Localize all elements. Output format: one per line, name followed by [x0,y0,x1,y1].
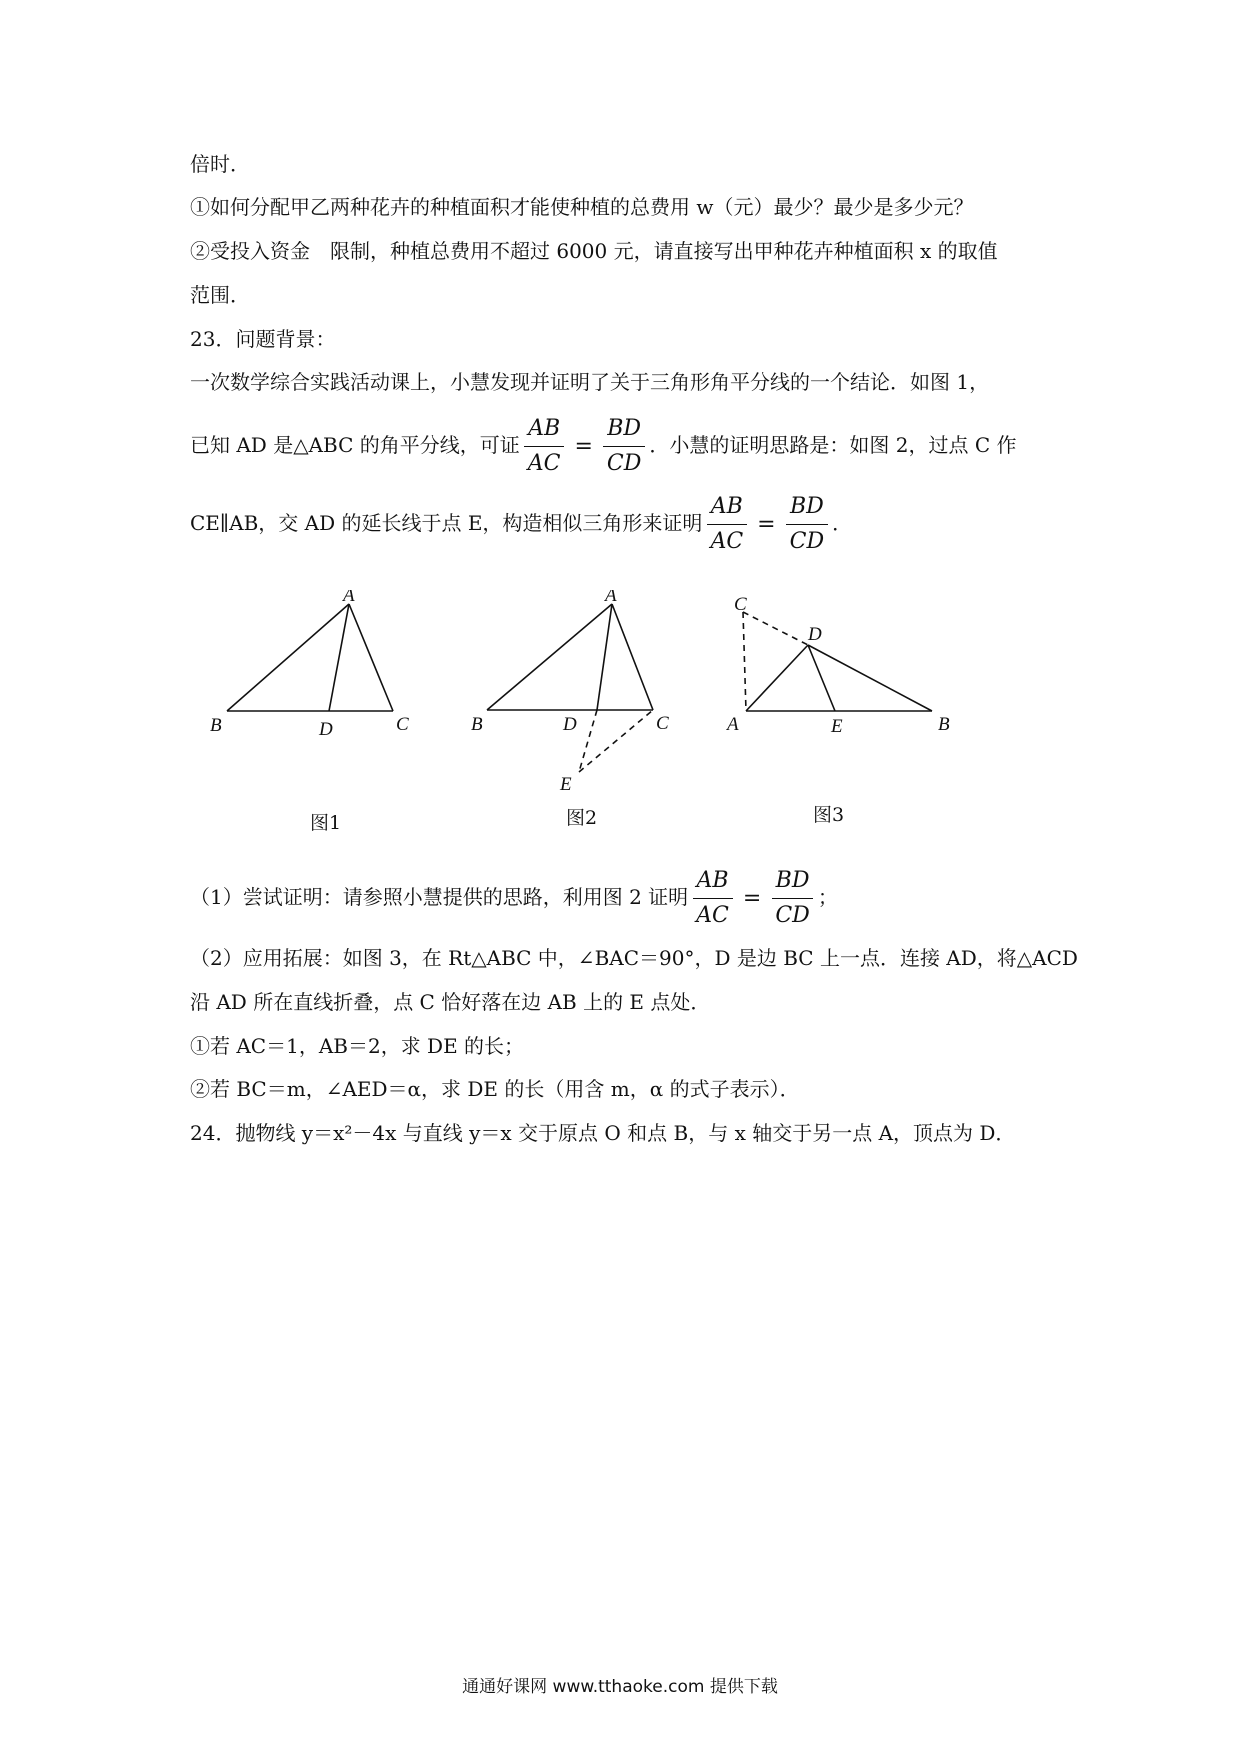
denominator: AC [527,451,561,476]
label-b: B [471,714,483,735]
page-footer: 通通好课网 www.tthaoke.com 提供下载 [462,1677,778,1697]
denominator: CD [775,903,810,928]
text-line-4: 范围． [190,283,250,307]
fraction-ab-ac [524,414,565,479]
statement-text-a: 已知 AD 是△ABC 的角平分线，可证 [190,433,520,457]
figure-2-caption: 图2 [566,807,598,829]
question-23-part-2-cont: 沿 AD 所在直线折叠，点 C 恰好落在边 AB 上的 E 点处． [190,990,711,1014]
fraction-ab-ac [692,866,733,931]
part-1-text-a: （1）尝试证明：请参照小慧提供的思路，利用图 2 证明 [190,885,689,909]
label-b: B [938,714,950,735]
text-line-1: 倍时． [190,152,250,176]
label-b: B [210,715,222,736]
question-23-background: 一次数学综合实践活动课上，小慧发现并证明了关于三角形角平分线的一个结论．如图 1， [190,370,990,394]
figure-1-caption: 图1 [310,812,342,834]
equals-sign: = [757,511,776,537]
fraction-bd-cd [786,492,828,557]
denominator: CD [606,451,642,476]
figure-2-diagram [460,590,690,800]
question-23-method [190,488,852,560]
label-d: D [808,624,822,645]
numerator: AB [693,866,733,899]
question-23-title: 23．问题背景： [190,327,336,351]
figure-3-caption: 图3 [813,804,845,826]
label-e: E [560,774,572,795]
label-d: D [563,714,577,735]
figure-1 [200,590,420,744]
denominator: AC [696,903,729,928]
equals-sign: = [574,433,593,459]
figure-3-diagram [720,590,970,740]
statement-text-b: ．小慧的证明思路是：如图 2，过点 C 作 [649,433,1017,457]
equals-sign: = [742,885,762,911]
numerator: BD [786,492,828,525]
numerator: BD [603,414,645,447]
figure-3 [720,590,970,744]
method-text-b: ． [832,511,853,535]
label-e: E [831,716,843,737]
label-a: A [605,590,617,606]
question-23-part-1 [190,862,838,934]
question-23-part-2: （2）应用拓展：如图 3，在 Rt△ABC 中，∠BAC＝90°，D 是边 BC 上一点．连接 AD，将△ACD [190,946,1078,970]
figure-1-diagram [200,590,420,740]
numerator: BD [772,866,814,899]
numerator: AB [707,492,747,525]
question-22-part-1: ①如何分配甲乙两种花卉的种植面积才能使种植的总费用 w（元）最少？最少是多少元？ [190,195,974,219]
label-a: A [343,590,355,606]
label-d: D [319,719,333,740]
figure-2 [460,590,690,804]
denominator: AC [710,529,744,554]
question-24: 24．抛物线 y＝x²－4x 与直线 y＝x 交于原点 O 和点 B，与 x 轴交于另一点 A，顶点为 D． [190,1121,1016,1145]
label-a: A [727,714,739,735]
fraction-bd-cd [603,414,645,479]
question-23-part-2-sub-2: ②若 BC＝m，∠AED＝α，求 DE 的长（用含 m，α 的式子表示）． [190,1077,800,1101]
method-text-a: CE∥AB，交 AD 的延长线于点 E，构造相似三角形来证明 [190,511,703,535]
fraction-bd-cd [771,866,813,931]
label-c: C [656,713,669,734]
question-23-statement [190,410,1017,482]
question-23-part-2-sub-1: ①若 AC＝1，AB＝2，求 DE 的长； [190,1034,525,1058]
numerator: AB [524,414,564,447]
fraction-ab-ac [706,492,747,557]
part-1-text-b: ； [817,885,838,909]
label-c: C [734,594,747,615]
label-c: C [396,714,409,735]
denominator: CD [789,529,825,554]
question-22-part-2: ②受投入资金 限制，种植总费用不超过 6000 元，请直接写出甲种花卉种植面积 x 的取值 [190,239,998,263]
